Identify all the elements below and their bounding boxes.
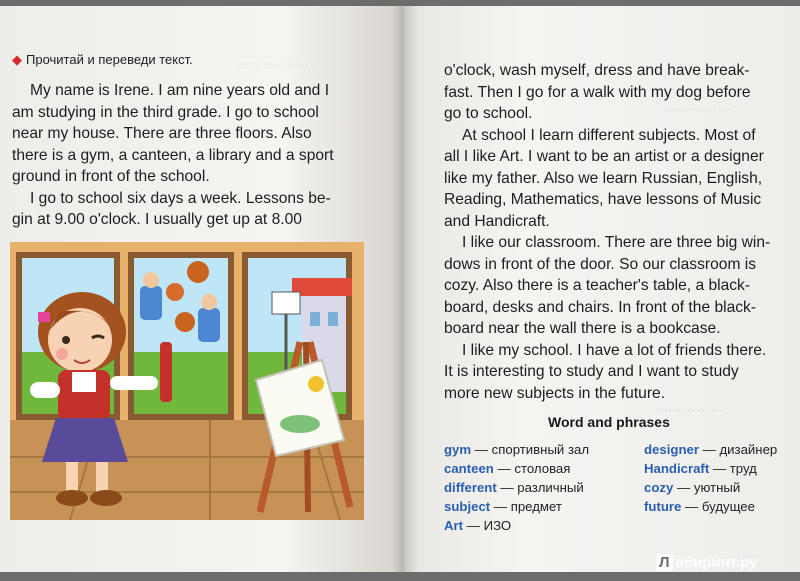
text-line: o'clock, wash myself, dress and have break- [444,62,750,79]
classroom-illustration [10,242,364,520]
word-pair [644,442,777,457]
word-ru: — различный [500,480,584,495]
bleed-through-text: …………… [654,398,724,414]
text-line: gin at 9.00 o'clock. I usually get up at 8.00 [12,211,302,228]
words-title: Word and phrases [548,414,670,430]
word-en: gym [444,442,472,457]
word-pair [444,461,570,476]
text-line: and Handicraft. [444,212,550,230]
word-en: designer [644,442,699,457]
text-line: dows in front of the door. So our classroom is [444,255,757,273]
word-en: future [644,499,682,514]
bleed-through-text: …………… [662,98,732,114]
left-page [0,6,404,572]
text-line: go to school. [444,105,533,122]
word-pair [444,442,589,457]
diamond-bullet-icon: ◆ [12,52,22,67]
text-line: more new subjects in the future. [444,384,666,402]
word-ru: — столовая [497,461,571,476]
text-line: like my father. Also we learn Russian, English, [444,169,763,187]
word-pair [644,480,740,495]
word-pair [644,461,757,476]
word-pair [444,480,584,495]
word-ru: — труд [712,461,757,476]
word-pair [644,499,755,514]
right-page [404,6,800,572]
text-line: It is interesting to study and I want to study [444,363,739,380]
word-ru: — уютный [677,480,741,495]
text-line: My name is Irene. I am nine years old and I [30,82,330,99]
text-line: board near the wall there is a bookcase. [444,320,721,337]
text-line: near my house. There are three floors. Also [12,125,312,142]
left-text-block [12,80,334,231]
word-ru: — ИЗО [466,518,512,533]
text-line: I like my school. I have a lot of friends there. [462,341,767,359]
word-pair [444,499,562,514]
word-ru: — предмет [493,499,562,514]
instruction [12,52,193,68]
text-line: there is a gym, a canteen, a library and a sport [12,146,334,164]
text-line: I like our classroom. There are three big win- [462,234,771,251]
word-en: Art [444,518,464,533]
text-line: cozy. Also there is a teacher's table, a black- [444,277,751,294]
word-en: Handicraft [644,461,710,476]
word-en: cozy [644,480,674,495]
word-en: subject [444,499,491,514]
instruction-text: Прочитай и переведи текст. [26,52,193,67]
text-line: fast. Then I go for a walk with my dog before [444,83,751,101]
text-line: board, desks and chairs. In front of the black- [444,298,757,316]
watermark-text: абиринт.ру [675,554,758,571]
word-ru: — дизайнер [702,442,778,457]
text-line: At school I learn different subjects. Most of [462,126,756,144]
text-line: I go to school six days a week. Lessons be- [30,189,331,207]
word-en: canteen [444,461,494,476]
word-en: different [444,480,497,495]
text-line: Reading, Mathematics, have lessons of Music [444,191,762,208]
text-line: am studying in the third grade. I go to school [12,103,319,121]
word-pair [444,518,511,533]
word-ru: — будущее [685,499,755,514]
bleed-through-text: ……………… [235,52,319,68]
text-line: all I like Art. I want to be an artist or a designer [444,148,764,165]
word-ru: — спортивный зал [474,442,590,457]
right-text-block [444,60,770,404]
text-line: ground in front of the school. [12,168,210,185]
watermark-badge: Л [656,554,673,571]
watermark-logo [656,554,757,571]
